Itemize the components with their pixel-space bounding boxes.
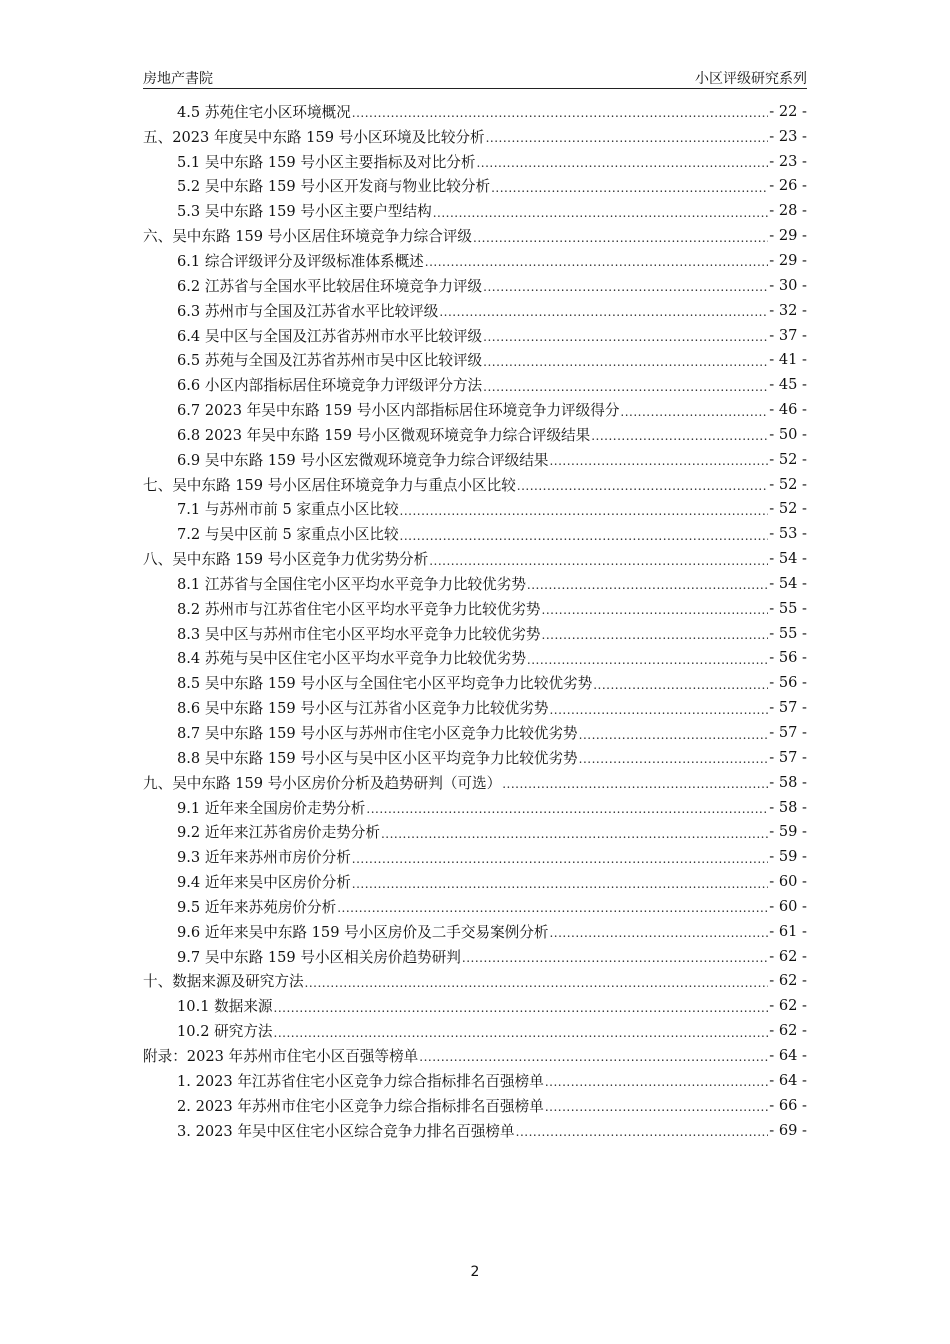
toc-section-entry[interactable] <box>143 273 807 298</box>
toc-dot-leader <box>542 628 769 642</box>
toc-dot-leader <box>502 777 768 791</box>
toc-section-entry[interactable] <box>143 149 807 174</box>
toc-section-entry[interactable] <box>143 248 807 273</box>
toc-section-entry[interactable] <box>143 347 807 372</box>
toc-entry-page: - 55 - <box>769 624 807 642</box>
toc-entry-title: 五、2023 年度吴中东路 159 号小区环境及比较分析 <box>143 128 485 146</box>
toc-entry-title: 七、吴中东路 159 号小区居住环境竞争力与重点小区比较 <box>143 476 516 494</box>
toc-entry-page: - 57 - <box>769 699 807 717</box>
toc-dot-leader <box>352 877 768 891</box>
toc-dot-leader <box>381 827 768 841</box>
toc-entry-title: 8.1 江苏省与全国住宅小区平均水平竞争力比较优劣势 <box>177 575 526 593</box>
toc-entry-page: - 62 - <box>769 997 807 1015</box>
toc-section-entry[interactable] <box>143 621 807 646</box>
toc-entry-title: 2. 2023 年苏州市住宅小区竞争力综合指标排名百强榜单 <box>177 1097 544 1115</box>
toc-dot-leader <box>549 454 768 468</box>
toc-section-entry[interactable] <box>143 993 807 1018</box>
toc-dot-leader <box>516 1125 769 1139</box>
toc-section-entry[interactable] <box>143 521 807 546</box>
toc-entry-page: - 54 - <box>769 574 807 592</box>
toc-entry-title: 1. 2023 年江苏省住宅小区竞争力综合指标排名百强榜单 <box>177 1072 544 1090</box>
toc-section-entry[interactable] <box>143 844 807 869</box>
toc-entry-title: 5.3 吴中东路 159 号小区主要户型结构 <box>177 203 432 221</box>
toc-dot-leader <box>486 131 769 145</box>
toc-entry-page: - 60 - <box>769 897 807 915</box>
toc-entry-title: 附录：2023 年苏州市住宅小区百强等榜单 <box>143 1047 419 1065</box>
table-of-contents <box>143 99 807 1142</box>
toc-dot-leader <box>542 603 769 617</box>
toc-dot-leader <box>517 479 768 493</box>
toc-entry-page: - 61 - <box>769 922 807 940</box>
toc-dot-leader <box>591 429 768 443</box>
toc-chapter-entry[interactable] <box>143 969 807 994</box>
toc-entry-title: 9.3 近年来苏州市房价分析 <box>177 849 351 867</box>
toc-dot-leader <box>527 578 768 592</box>
toc-section-entry[interactable] <box>143 894 807 919</box>
toc-entry-title: 六、吴中东路 159 号小区居住环境竞争力综合评级 <box>143 228 473 246</box>
toc-dot-leader <box>545 1100 768 1114</box>
toc-section-entry[interactable] <box>143 397 807 422</box>
toc-dot-leader <box>476 156 768 170</box>
toc-entry-title: 3. 2023 年吴中区住宅小区综合竞争力排名百强榜单 <box>177 1122 515 1140</box>
toc-entry-title: 6.6 小区内部指标居住环境竞争力评级评分方法 <box>177 377 483 395</box>
toc-entry-page: - 57 - <box>769 748 807 766</box>
toc-dot-leader <box>527 653 768 667</box>
toc-entry-title: 9.7 吴中东路 159 号小区相关房价趋势研判 <box>177 948 461 966</box>
toc-entry-title: 6.1 综合评级评分及评级标准体系概述 <box>177 252 424 270</box>
toc-entry-page: - 29 - <box>769 251 807 269</box>
header-series: 小区评级研究系列 <box>695 71 807 87</box>
toc-entry-page: - 22 - <box>769 102 807 120</box>
header-rule <box>143 88 807 89</box>
toc-entry-title: 6.8 2023 年吴中东路 159 号小区微观环境竞争力综合评级结果 <box>177 426 591 444</box>
toc-dot-leader <box>483 355 768 369</box>
toc-entry-title: 9.6 近年来吴中东路 159 号小区房价及二手交易案例分析 <box>177 923 549 941</box>
toc-dot-leader <box>483 330 768 344</box>
toc-dot-leader <box>462 951 768 965</box>
toc-entry-title: 8.5 吴中东路 159 号小区与全国住宅小区平均竞争力比较优劣势 <box>177 675 593 693</box>
toc-entry-title: 6.4 吴中区与全国及江苏省苏州市水平比较评级 <box>177 327 483 345</box>
toc-dot-leader <box>579 728 769 742</box>
toc-entry-title: 7.1 与苏州市前 5 家重点小区比较 <box>177 501 399 519</box>
toc-section-entry[interactable] <box>143 919 807 944</box>
toc-entry-title: 9.2 近年来江苏省房价走势分析 <box>177 824 380 842</box>
toc-section-entry[interactable] <box>143 695 807 720</box>
toc-dot-leader <box>579 752 769 766</box>
toc-entry-page: - 52 - <box>769 475 807 493</box>
toc-entry-title: 8.8 吴中东路 159 号小区与吴中区小区平均竞争力比较优劣势 <box>177 749 578 767</box>
toc-dot-leader <box>593 678 768 692</box>
toc-entry-title: 6.2 江苏省与全国水平比较居住环境竞争力评级 <box>177 277 483 295</box>
toc-entry-page: - 41 - <box>769 351 807 369</box>
toc-entry-page: - 23 - <box>769 152 807 170</box>
toc-dot-leader <box>352 106 768 120</box>
toc-chapter-entry[interactable] <box>143 124 807 149</box>
toc-entry-title: 八、吴中东路 159 号小区竞争力优劣势分析 <box>143 551 429 569</box>
toc-entry-page: - 29 - <box>769 227 807 245</box>
toc-entry-title: 7.2 与吴中区前 5 家重点小区比较 <box>177 526 399 544</box>
toc-chapter-entry[interactable] <box>143 1043 807 1068</box>
toc-entry-page: - 52 - <box>769 450 807 468</box>
toc-entry-title: 5.1 吴中东路 159 号小区主要指标及对比分析 <box>177 153 476 171</box>
toc-entry-page: - 57 - <box>769 724 807 742</box>
toc-entry-page: - 53 - <box>769 525 807 543</box>
toc-dot-leader <box>433 206 769 220</box>
toc-section-entry[interactable] <box>143 1018 807 1043</box>
toc-entry-page: - 56 - <box>769 674 807 692</box>
toc-entry-page: - 69 - <box>769 1121 807 1139</box>
toc-entry-page: - 30 - <box>769 276 807 294</box>
toc-entry-title: 10.2 研究方法 <box>177 1023 273 1041</box>
toc-entry-page: - 59 - <box>769 848 807 866</box>
toc-section-entry[interactable] <box>143 670 807 695</box>
toc-entry-title: 6.7 2023 年吴中东路 159 号小区内部指标居住环境竞争力评级得分 <box>177 402 620 420</box>
toc-section-entry[interactable] <box>143 1068 807 1093</box>
toc-entry-title: 9.4 近年来吴中区房价分析 <box>177 874 351 892</box>
toc-entry-page: - 66 - <box>769 1096 807 1114</box>
toc-section-entry[interactable] <box>143 323 807 348</box>
toc-entry-page: - 64 - <box>769 1046 807 1064</box>
toc-chapter-entry[interactable] <box>143 223 807 248</box>
toc-section-entry[interactable] <box>143 795 807 820</box>
toc-dot-leader <box>352 852 768 866</box>
toc-entry-title: 8.2 苏州市与江苏省住宅小区平均水平竞争力比较优劣势 <box>177 600 541 618</box>
toc-section-entry[interactable] <box>143 298 807 323</box>
toc-entry-title: 6.3 苏州市与全国及江苏省水平比较评级 <box>177 302 439 320</box>
page-header <box>143 66 807 88</box>
toc-section-entry[interactable] <box>143 497 807 522</box>
toc-section-entry[interactable] <box>143 422 807 447</box>
toc-dot-leader <box>620 405 768 419</box>
toc-chapter-entry[interactable] <box>143 770 807 795</box>
toc-entry-page: - 58 - <box>769 773 807 791</box>
toc-entry-page: - 60 - <box>769 873 807 891</box>
toc-dot-leader <box>337 901 768 915</box>
toc-section-entry[interactable] <box>143 174 807 199</box>
toc-entry-title: 4.5 苏苑住宅小区环境概况 <box>177 103 351 121</box>
toc-entry-page: - 54 - <box>769 550 807 568</box>
toc-dot-leader <box>545 1075 768 1089</box>
toc-entry-title: 8.6 吴中东路 159 号小区与江苏省小区竞争力比较优劣势 <box>177 700 549 718</box>
toc-dot-leader <box>274 1001 769 1015</box>
toc-entry-page: - 26 - <box>769 177 807 195</box>
toc-entry-page: - 45 - <box>769 376 807 394</box>
toc-entry-title: 8.3 吴中区与苏州市住宅小区平均水平竞争力比较优劣势 <box>177 625 541 643</box>
toc-section-entry[interactable] <box>143 1118 807 1143</box>
toc-dot-leader <box>429 554 768 568</box>
toc-dot-leader <box>483 380 768 394</box>
toc-section-entry[interactable] <box>143 819 807 844</box>
toc-entry-title: 8.7 吴中东路 159 号小区与苏州市住宅小区竞争力比较优劣势 <box>177 725 578 743</box>
toc-section-entry[interactable] <box>143 720 807 745</box>
toc-entry-title: 九、吴中东路 159 号小区房价分析及趋势研判（可选） <box>143 774 502 792</box>
page-number: 2 <box>470 1264 480 1280</box>
toc-entry-page: - 28 - <box>769 202 807 220</box>
toc-entry-title: 9.5 近年来苏苑房价分析 <box>177 898 337 916</box>
toc-entry-title: 6.9 吴中东路 159 号小区宏微观环境竞争力综合评级结果 <box>177 451 549 469</box>
toc-entry-page: - 56 - <box>769 649 807 667</box>
toc-entry-page: - 23 - <box>769 127 807 145</box>
toc-entry-title: 十、数据来源及研究方法 <box>143 973 304 991</box>
toc-section-entry[interactable] <box>143 596 807 621</box>
toc-entry-title: 9.1 近年来全国房价走势分析 <box>177 799 366 817</box>
toc-entry-title: 8.4 苏苑与吴中区住宅小区平均水平竞争力比较优劣势 <box>177 650 526 668</box>
toc-dot-leader <box>473 231 768 245</box>
toc-entry-page: - 52 - <box>769 500 807 518</box>
toc-section-entry[interactable] <box>143 198 807 223</box>
toc-dot-leader <box>491 181 768 195</box>
toc-dot-leader <box>483 280 768 294</box>
toc-entry-page: - 59 - <box>769 823 807 841</box>
toc-chapter-entry[interactable] <box>143 472 807 497</box>
toc-entry-page: - 50 - <box>769 425 807 443</box>
toc-dot-leader <box>400 529 769 543</box>
toc-dot-leader <box>549 703 768 717</box>
toc-entry-page: - 46 - <box>769 401 807 419</box>
toc-section-entry[interactable] <box>143 944 807 969</box>
toc-section-entry[interactable] <box>143 447 807 472</box>
toc-dot-leader <box>366 802 768 816</box>
toc-entry-page: - 37 - <box>769 326 807 344</box>
toc-entry-page: - 62 - <box>769 972 807 990</box>
toc-dot-leader <box>425 255 769 269</box>
toc-entry-page: - 64 - <box>769 1071 807 1089</box>
toc-entry-page: - 55 - <box>769 599 807 617</box>
toc-section-entry[interactable] <box>143 99 807 124</box>
toc-dot-leader <box>400 504 769 518</box>
toc-entry-page: - 58 - <box>769 798 807 816</box>
toc-entry-title: 5.2 吴中东路 159 号小区开发商与物业比较分析 <box>177 178 491 196</box>
toc-section-entry[interactable] <box>143 1093 807 1118</box>
toc-section-entry[interactable] <box>143 646 807 671</box>
toc-entry-page: - 62 - <box>769 1022 807 1040</box>
toc-dot-leader <box>419 1050 768 1064</box>
toc-dot-leader <box>305 976 769 990</box>
toc-dot-leader <box>439 305 768 319</box>
toc-entry-title: 10.1 数据来源 <box>177 998 273 1016</box>
toc-section-entry[interactable] <box>143 745 807 770</box>
toc-entry-page: - 32 - <box>769 301 807 319</box>
toc-dot-leader <box>274 1026 769 1040</box>
toc-entry-page: - 62 - <box>769 947 807 965</box>
toc-dot-leader <box>549 926 768 940</box>
toc-section-entry[interactable] <box>143 372 807 397</box>
toc-section-entry[interactable] <box>143 869 807 894</box>
toc-section-entry[interactable] <box>143 571 807 596</box>
toc-entry-title: 6.5 苏苑与全国及江苏省苏州市吴中区比较评级 <box>177 352 483 370</box>
toc-chapter-entry[interactable] <box>143 546 807 571</box>
header-publisher: 房地产書院 <box>143 71 213 87</box>
